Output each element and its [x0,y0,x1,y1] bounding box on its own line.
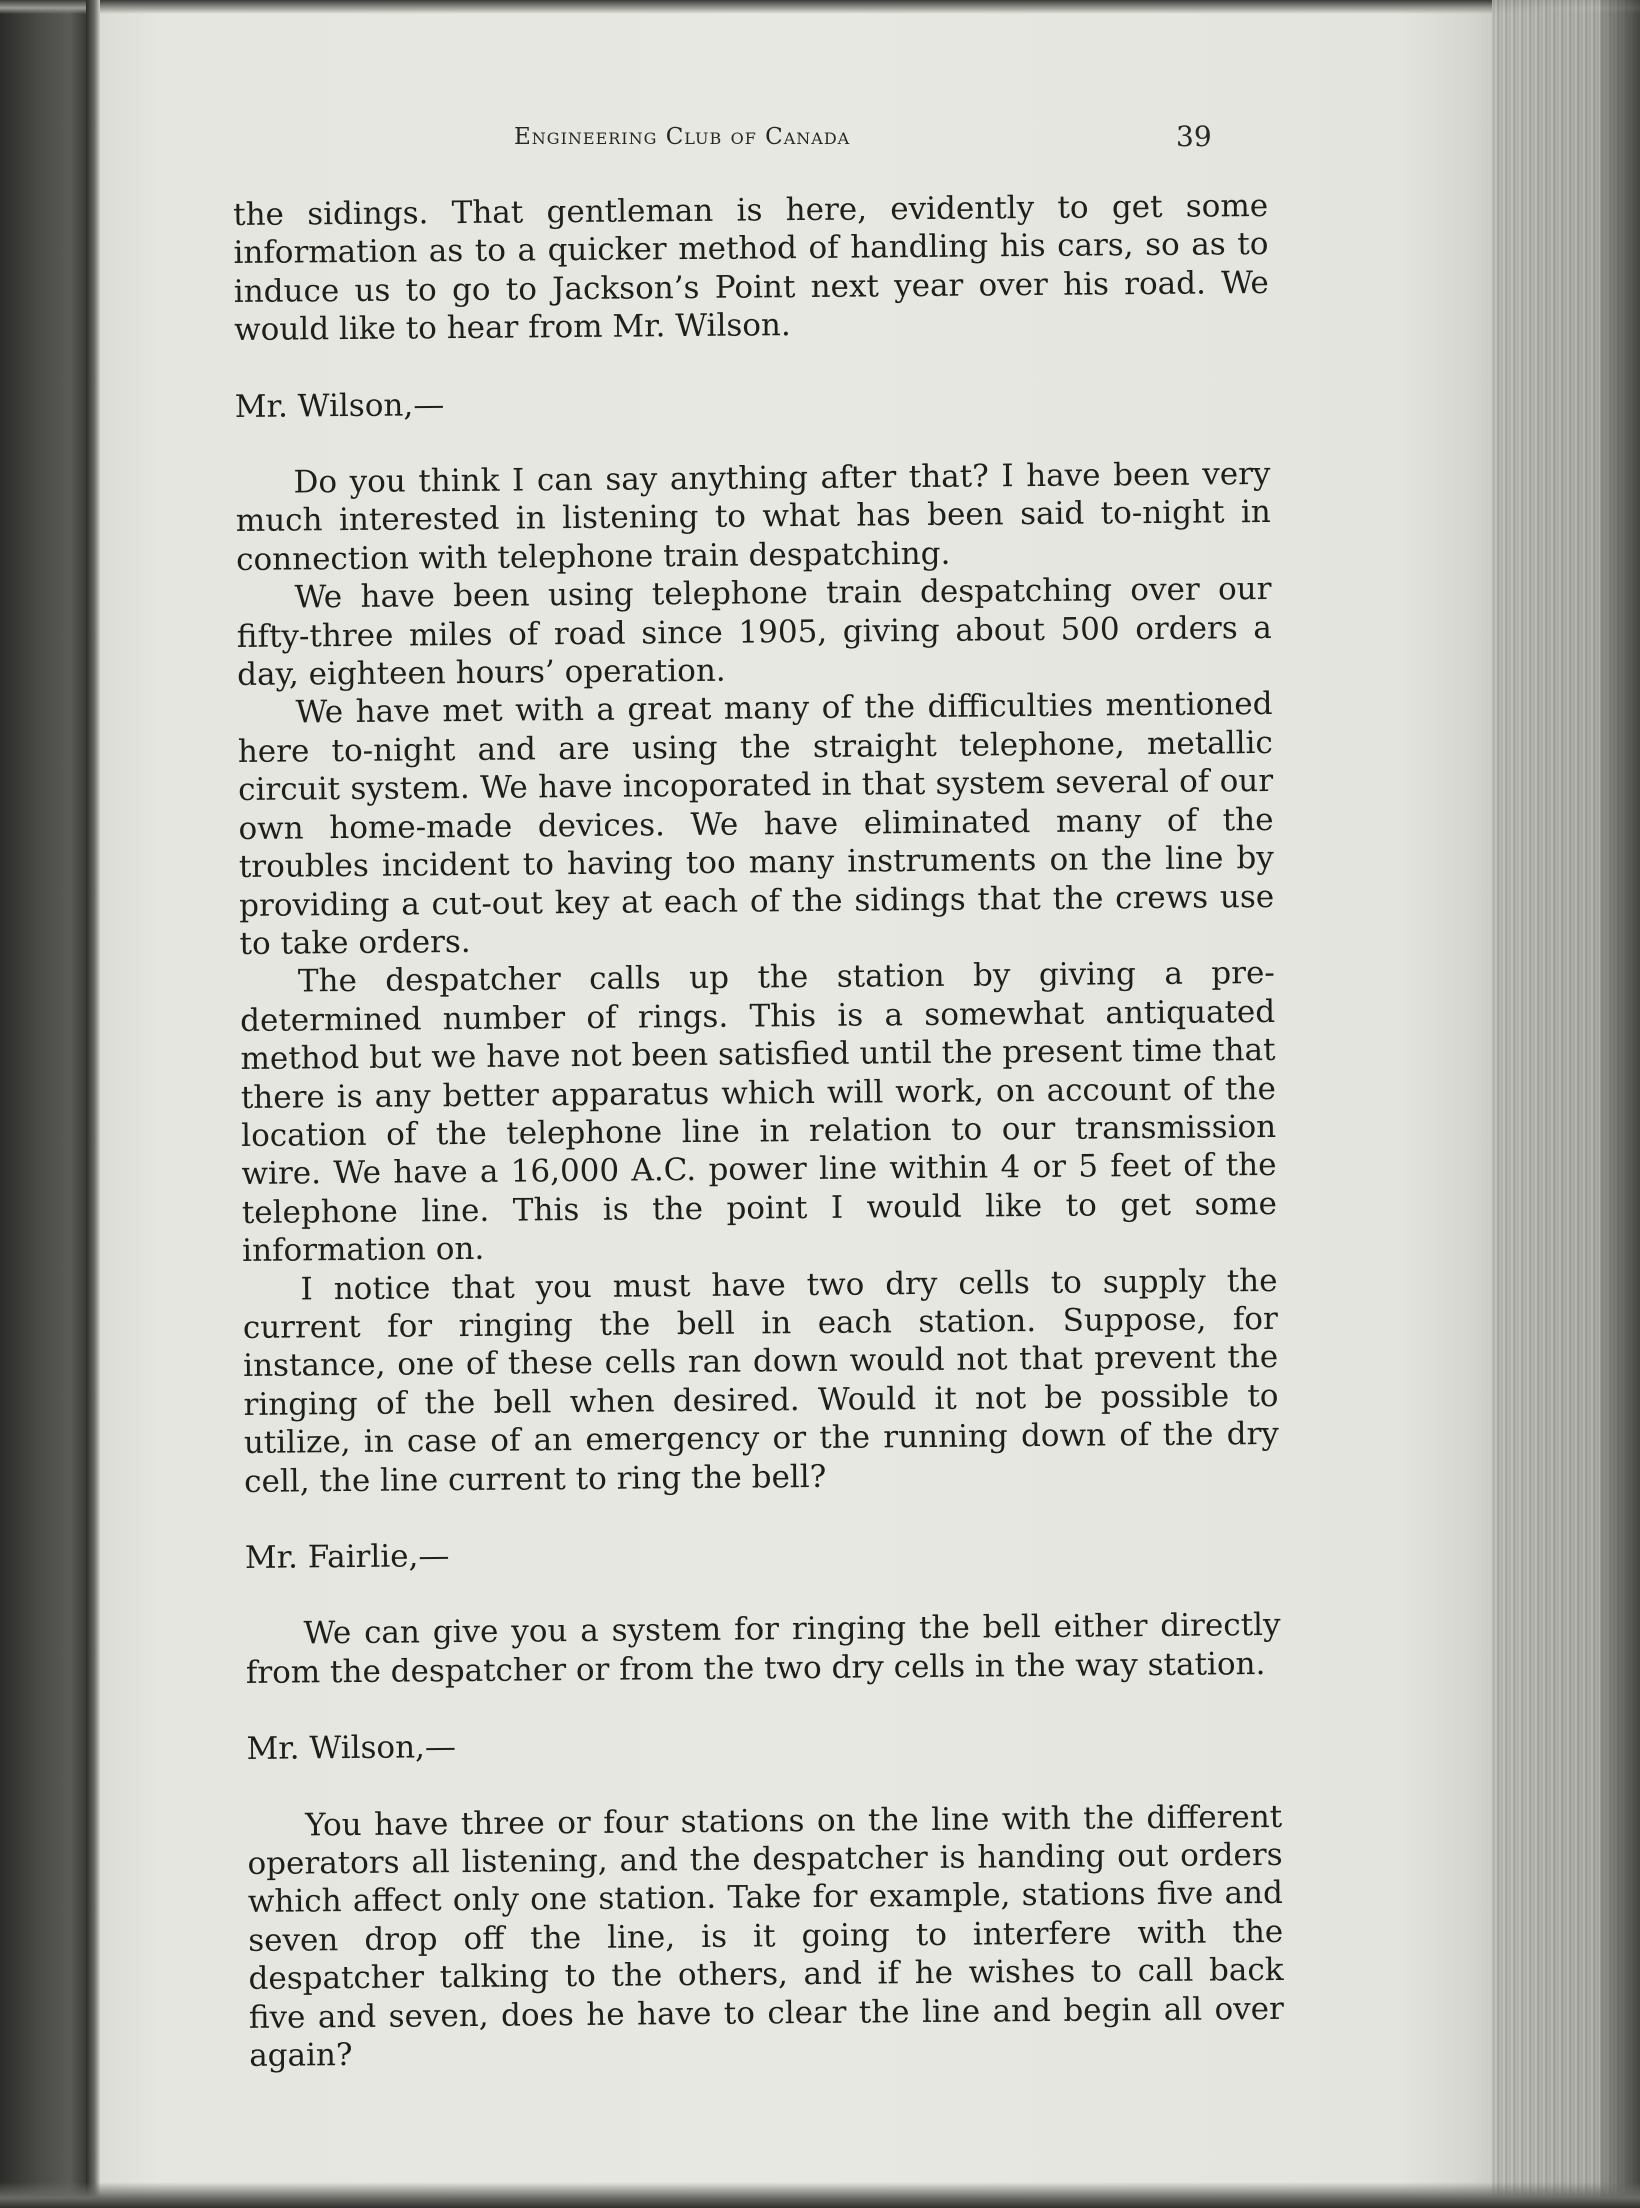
bottom-shadow [0,2182,1640,2208]
paragraph: The despatcher calls up the station by giving a pre-determined number of rings. This is a somewhat antiquated method but we have not been satisfied until the present time that there is any better apparatus which will work, on account of the location of the telephone line in relation to our transmission wire. We have a 16,000 A.C. power line within 4 or 5 feet of the telephone line. This is the point I would like to get some information on. [240,955,1277,1270]
page-body [233,187,1284,2075]
paragraph: Do you think I can say anything after that? I have been very much interested in listening to what has been said to-night in connection with telephone train despatching. [235,455,1271,578]
paragraph: We can give you a system for ringing the bell either directly from the despatcher or from the two dry cells in the way station. [245,1607,1281,1691]
paragraph: We have met with a great many of the difficulties mentioned here to-night and are using the straight telephone, metallic circuit system. We have incoporated in that system several of our own home-made devices. We have eliminated many of the troubles incident to having too many instruments on the line by providing a cut-out key at each of the sidings that the crews use to take orders. [237,686,1275,962]
paragraph-continuation: the sidings. That gentleman is here, evidently to get some information as to a quicker method of handling his cars, so as to induce us to go to Jackson’s Point next year over his road. We would like to hear from Mr. Wilson. [233,187,1269,349]
paragraph: We have been using telephone train despatching over our fifty-three miles of road since 1905, giving about 500 orders a day, eighteen hours’ operation. [236,571,1272,694]
page-edges [1492,0,1640,2208]
book-gutter [86,0,100,2208]
speaker-label-wilson: Mr. Wilson,— [234,386,445,425]
top-shadow [0,0,1640,14]
speaker-label-fairlie: Mr. Fairlie,— [244,1538,450,1576]
paragraph: I notice that you must have two dry cells to supply the current for ringing the bell in each station. Suppose, for instance, one of these cells ran down would not that prevent the ringing of the bell when desired. Would it not be possible to utilize, in case of an emergency or the running down of the dry cell, the line current to ring the bell? [242,1262,1280,1500]
speaker-label-wilson: Mr. Wilson,— [246,1729,457,1768]
page-number: 39 [1176,120,1212,153]
running-head: Engineering Club of Canada [514,124,851,150]
paragraph: You have three or four stations on the line with the different operators all listening, and the despatcher is handing out orders which affect only one station. Take for example, stations five and seven drop off the line, is it going to interfere with the despatcher talking to the others, and if he wishes to call back five and seven, does he have to clear the line and begin all over again? [247,1798,1285,2074]
